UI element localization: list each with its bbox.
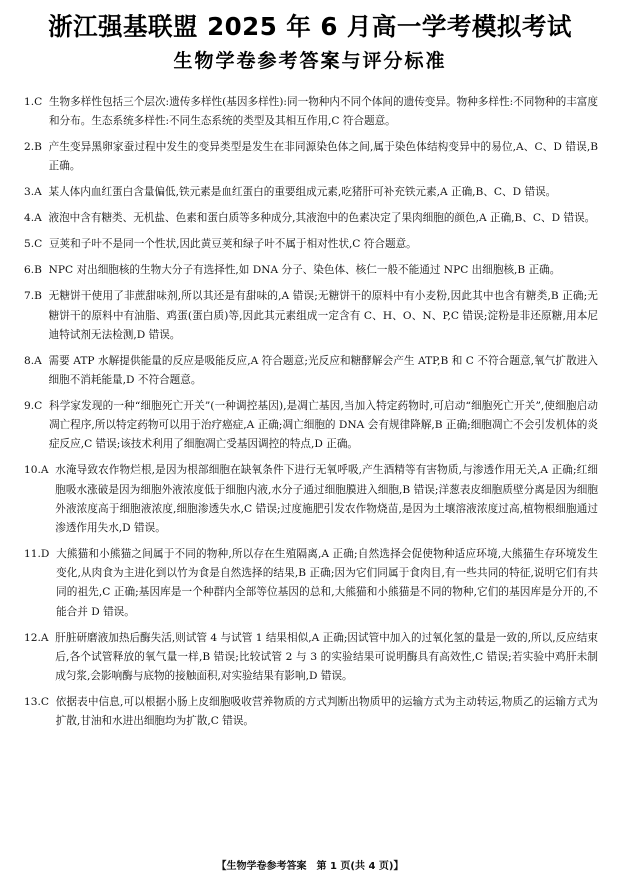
answer-number: 5.C <box>24 238 49 251</box>
answer-item <box>24 287 598 345</box>
answer-explanation: NPC 对出细胞核的生物大分子有选择性,如 DNA 分子、染色体、核仁一般不能通过 NPC 出细胞核,B 正确。 <box>48 264 561 277</box>
answer-list <box>24 93 598 738</box>
answer-item <box>24 209 598 228</box>
answer-explanation: 需要 ATP 水解提供能量的反应是吸能反应,A 符合题意;光反应和糖酵解会产生 ATP,B 和 C 不符合题意,氧气扩散进入细胞不消耗能量,D 不符合题意。 <box>48 354 598 387</box>
answer-explanation: 产生变异黑卵家蚕过程中发生的变异类型是发生在非同源染色体之间,属于染色体结构变异中的易位,A、C、D 错误,B 正确。 <box>48 141 598 173</box>
page-title: 浙江强基联盟 2025 年 6 月高一学考模拟考试 <box>48 12 572 41</box>
answer-explanation: 水淹导致农作物烂根,是因为根部细胞在缺氧条件下进行无氧呼吸,产生酒精等有害物质,与渗透作用无关,A 正确;红细胞吸水涨破是因为细胞外液浓度低于细胞内液,水分子通过细胞膜进入细胞,B 错误;洋葱表皮细胞质壁分离是因为细胞外液浓度高于细胞液浓度,细胞渗透失水,C 错误;过度施肥引发农作物烧苗,是因为土壤溶液浓度过高,植物根细胞通过渗透作用失水,D 错误。 <box>55 464 598 535</box>
answer-number: 12.A <box>24 631 56 644</box>
answer-number: 8.A <box>24 354 49 367</box>
answer-explanation: 液泡中含有糖类、无机盐、色素和蛋白质等多种成分,其液泡中的色素决定了果肉细胞的颜色,A 正确,B、C、D 错误。 <box>48 212 596 225</box>
answer-item <box>24 235 598 254</box>
answer-explanation: 豆荚和子叶不是同一个性状,因此黄豆荚和绿子叶不属于相对性状,C 符合题意。 <box>48 238 417 251</box>
answer-number: 1.C <box>24 96 49 108</box>
answer-item <box>24 261 598 280</box>
answer-item <box>24 183 598 202</box>
answer-item <box>24 461 598 538</box>
answer-explanation: 依据表中信息,可以根据小肠上皮细胞吸收营养物质的方式判断出物质甲的运输方式为主动转运,物质乙的运输方式为扩散,甘油和水进出细胞均为扩散,C 错误。 <box>55 696 598 728</box>
answer-number: 3.A <box>24 186 49 199</box>
answer-item <box>24 545 598 622</box>
answer-item <box>24 93 598 131</box>
answer-number: 7.B <box>24 290 49 303</box>
answer-item <box>24 138 598 176</box>
answer-number: 2.B <box>24 141 49 154</box>
answer-explanation: 某人体内血红蛋白含量偏低,铁元素是血红蛋白的重要组成元素,吃猪肝可补充铁元素,A 正确,B、C、D 错误。 <box>48 186 557 199</box>
answer-item <box>24 693 598 731</box>
answer-explanation: 科学家发现的一种“细胞死亡开关”(一种调控基因),是凋亡基因,当加入特定药物时,可启动“细胞死亡开关”,使细胞启动凋亡程序,所以特定药物可以用于治疗癌症,A 正确;凋亡细胞的 DNA 会有规律降解,B 正确;细胞凋亡不会引发机体的炎症反应,C 错误;该技术利用了细胞凋亡受基因调控的特点,D 正确。 <box>48 400 598 451</box>
answer-number: 10.A <box>24 464 56 477</box>
answer-number: 13.C <box>24 696 56 709</box>
answer-explanation: 肝脏研磨液加热后酶失活,则试管 4 与试管 1 结果相似,A 正确;因试管中加入的过氧化氢的量是一致的,所以,反应结束后,各个试管释放的氧气量一样,B 错误;比较试管 2 与 3 的实验结果可说明酶具有高效性,C 错误;若实验中鸡肝未制成匀浆,会影响酶与底物的接触面积,对实验结果有影响,D 错误。 <box>55 631 598 683</box>
answer-explanation: 大熊猫和小熊猫之间属于不同的物种,所以存在生殖隔离,A 正确;自然选择会促使物种适应环境,大熊猫生存环境发生变化,从肉食为主进化到以竹为食是自然选择的结果,B 正确;因为它们同属于食肉目,有一些共同的特征,说明它们有共同的祖先,C 正确;基因库是一个种群内全部等位基因的总和,大熊猫和小熊猫是不同的物种,它们的基因库是分开的,不能合并 D 错误。 <box>56 548 598 618</box>
answer-number: 9.C <box>24 400 49 413</box>
answer-item <box>24 352 598 390</box>
answer-item <box>24 629 598 687</box>
page-footer: 【生物学卷参考答案 第 1 页(共 4 页)】 <box>216 861 404 872</box>
answer-number: 11.D <box>24 548 57 561</box>
answer-number: 6.B <box>24 264 49 277</box>
answer-item <box>24 397 598 455</box>
answer-number: 4.A <box>24 212 49 225</box>
page-subtitle: 生物学卷参考答案与评分标准 <box>173 50 447 72</box>
answer-explanation: 生物多样性包括三个层次:遗传多样性(基因多样性):同一物种内不同个体间的遗传变异。物种多样性:不同物种的丰富度和分布。生态系统多样性:不同生态系统的类型及其相互作用,C 符合题意。 <box>48 96 598 128</box>
answer-explanation: 无糖饼干使用了非蔗甜味剂,所以其还是有甜味的,A 错误;无糖饼干的原料中有小麦粉,因此其中也含有糖类,B 正确;无糖饼干的原料中有油脂、鸡蛋(蛋白质)等,因此其元素组成一定含有 C、H、O、N、P,C 错误;淀粉是非还原糖,用本尼迪特试剂无法检测,D 错误。 <box>48 290 598 341</box>
